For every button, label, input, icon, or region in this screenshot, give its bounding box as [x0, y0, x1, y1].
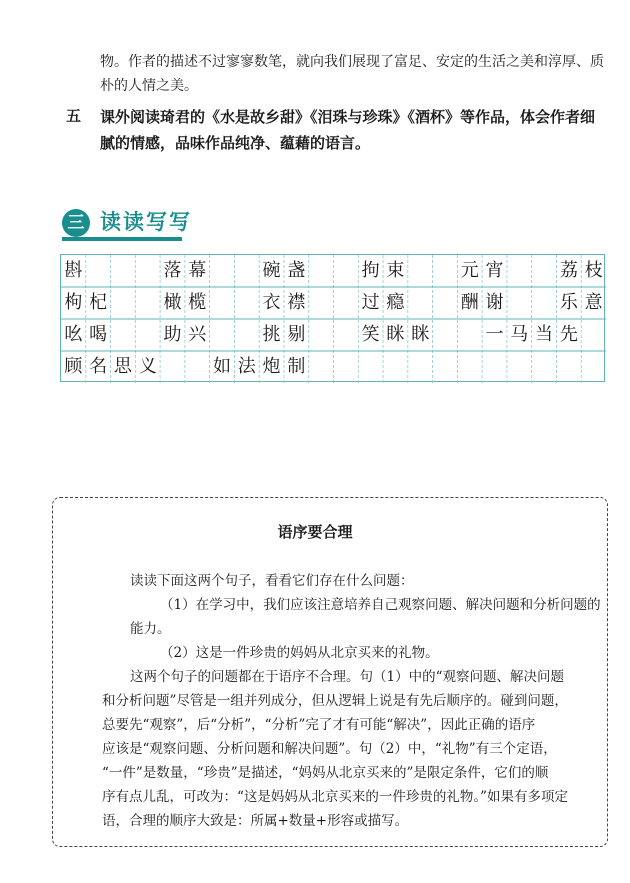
grid-cell [210, 319, 235, 351]
tip-line: 读读下面这两个句子，看看它们存在什么问题： [130, 573, 414, 589]
grid-cell [111, 319, 136, 351]
grid-cell: 顾 [64, 356, 83, 377]
intro-paragraph: 物。作者的描述不过寥寥数笔，就向我们展现了富足、安定的生活之美和淳厚、质朴的人情之美。 [100, 54, 604, 94]
grid-cell: 过 [361, 292, 380, 313]
grid-row [61, 255, 604, 287]
grid-cell [433, 287, 458, 319]
tip-line: 和分析问题”尽管是一组并列成分，但从逻辑上说是有先后顺序的。碰到问题， [102, 693, 568, 709]
tip-line: 总要先“观察”，后“分析”，“分析”完了才有可能“解决”，因此正确的语序 [102, 717, 536, 733]
section-title: 读读写写 [100, 210, 192, 234]
tip-line: 应该是“观察问题、分析问题和解决问题”。句（2）中，“礼物”有三个定语， [102, 741, 557, 757]
grid-cell [408, 351, 433, 383]
grid-cell: 如 [213, 356, 231, 377]
grid-cell: 笑 [361, 324, 380, 345]
grid-cell [507, 255, 532, 287]
grid-cell [408, 287, 433, 319]
grid-cell [433, 351, 458, 383]
grid-cell [210, 287, 235, 319]
grid-cell: 落 [163, 260, 182, 281]
grid-cell: 橄 [163, 292, 182, 313]
grid-cell: 挑 [262, 324, 281, 345]
exercise-number: 五 [66, 107, 82, 125]
grid-cell: 法 [237, 356, 256, 377]
grid-cell: 酬 [460, 292, 479, 313]
grid-cell: 襟 [287, 292, 306, 313]
grid-cell: 衣 [262, 292, 281, 313]
grid-cell [234, 287, 259, 319]
tip-line: 这两个句子的问题都在于语序不合理。句（1）中的“观察问题、解决问题 [130, 669, 564, 685]
grid-cell: 制 [287, 356, 306, 377]
grid-cell [185, 351, 210, 383]
grid-cell: 马 [510, 324, 529, 345]
grid-cell: 义 [138, 356, 157, 377]
grid-cell [309, 287, 334, 319]
grid-cell [581, 351, 606, 383]
grid-cell: 兴 [188, 324, 207, 345]
tip-line: 语，合理的顺序大致是：所属+数量+形容或描写。 [102, 813, 409, 829]
grid-cell [334, 351, 359, 383]
grid-cell [556, 351, 581, 383]
grid-cell: 谢 [485, 292, 504, 313]
grid-cell [309, 255, 334, 287]
grid-cell [358, 351, 383, 383]
word-grid [60, 254, 605, 382]
tip-line: （1）在学习中，我们应该注意培养自己观察问题、解决问题和分析问题的 [160, 597, 601, 613]
grid-cell: 荔 [559, 260, 578, 281]
grid-cell: 先 [559, 324, 578, 345]
tip-box-title: 语序要合理 [277, 523, 353, 541]
grid-cell: 榄 [188, 292, 207, 313]
section-number-icon: 三 [62, 209, 90, 237]
grid-row [61, 319, 604, 351]
grid-cell [581, 319, 606, 351]
grid-cell [532, 351, 557, 383]
grid-cell: 眯 [386, 324, 405, 345]
grid-cell: 炮 [262, 356, 281, 377]
grid-cell [532, 287, 557, 319]
grid-cell: 幕 [188, 260, 207, 281]
tip-line: 序有点儿乱，可改为：“这是妈妈从北京买来的一件珍贵的礼物。”如果有多项定 [102, 789, 569, 805]
grid-cell [86, 255, 111, 287]
grid-cell: 斟 [64, 260, 83, 281]
grid-cell: 枝 [584, 260, 603, 281]
grid-cell: 枸 [64, 292, 83, 313]
grid-cell: 瘾 [386, 292, 405, 313]
grid-cell: 乐 [559, 292, 578, 313]
grid-cell: 名 [89, 356, 108, 377]
grid-cell: 一 [485, 324, 504, 345]
grid-cell: 拘 [361, 260, 380, 281]
tip-line: 能力。 [130, 621, 171, 637]
grid-row [61, 287, 604, 319]
grid-cell: 盏 [287, 260, 306, 281]
grid-cell: 思 [113, 356, 132, 377]
grid-cell [334, 319, 359, 351]
exercise-text: 课外阅读琦君的《水是故乡甜》《泪珠与珍珠》《酒杯》等作品，体会作者细腻的情感，品味作品纯净、蕴藉的语言。 [100, 108, 596, 152]
grid-cell: 助 [163, 324, 182, 345]
grid-cell: 当 [535, 324, 554, 345]
grid-cell [234, 319, 259, 351]
grid-cell [507, 287, 532, 319]
grid-cell: 碗 [262, 260, 281, 281]
grid-cell [135, 319, 160, 351]
grid-cell [383, 351, 408, 383]
grid-cell: 吆 [64, 324, 83, 345]
grid-cell [309, 351, 334, 383]
grid-cell [482, 351, 507, 383]
grid-cell: 杞 [89, 292, 108, 313]
grid-cell [111, 255, 136, 287]
grid-cell [309, 319, 334, 351]
grid-cell [433, 255, 458, 287]
grid-cell [111, 287, 136, 319]
grid-cell [160, 351, 185, 383]
section-underline [62, 237, 182, 241]
grid-cell [433, 319, 458, 351]
grid-cell [457, 351, 482, 383]
grid-cell [334, 255, 359, 287]
grid-cell [457, 319, 482, 351]
grid-cell [507, 351, 532, 383]
grid-cell [234, 255, 259, 287]
tip-line: “一件”是数量，“珍贵”是描述，“妈妈从北京买来的”是限定条件，它们的顺 [102, 765, 549, 781]
grid-cell: 束 [386, 260, 405, 281]
grid-cell: 眯 [411, 324, 430, 345]
grid-row [61, 351, 604, 383]
grid-cell [210, 255, 235, 287]
grid-cell: 元 [460, 260, 479, 281]
grid-cell [408, 255, 433, 287]
grid-cell [532, 255, 557, 287]
tip-line: （2）这是一件珍贵的妈妈从北京买来的礼物。 [160, 645, 439, 661]
grid-cell: 喝 [89, 324, 108, 345]
grid-cell: 宵 [485, 260, 504, 281]
grid-cell [334, 287, 359, 319]
grid-cell: 意 [584, 292, 603, 313]
grid-cell [135, 287, 160, 319]
grid-cell: 剔 [287, 324, 306, 345]
grid-cell [135, 255, 160, 287]
